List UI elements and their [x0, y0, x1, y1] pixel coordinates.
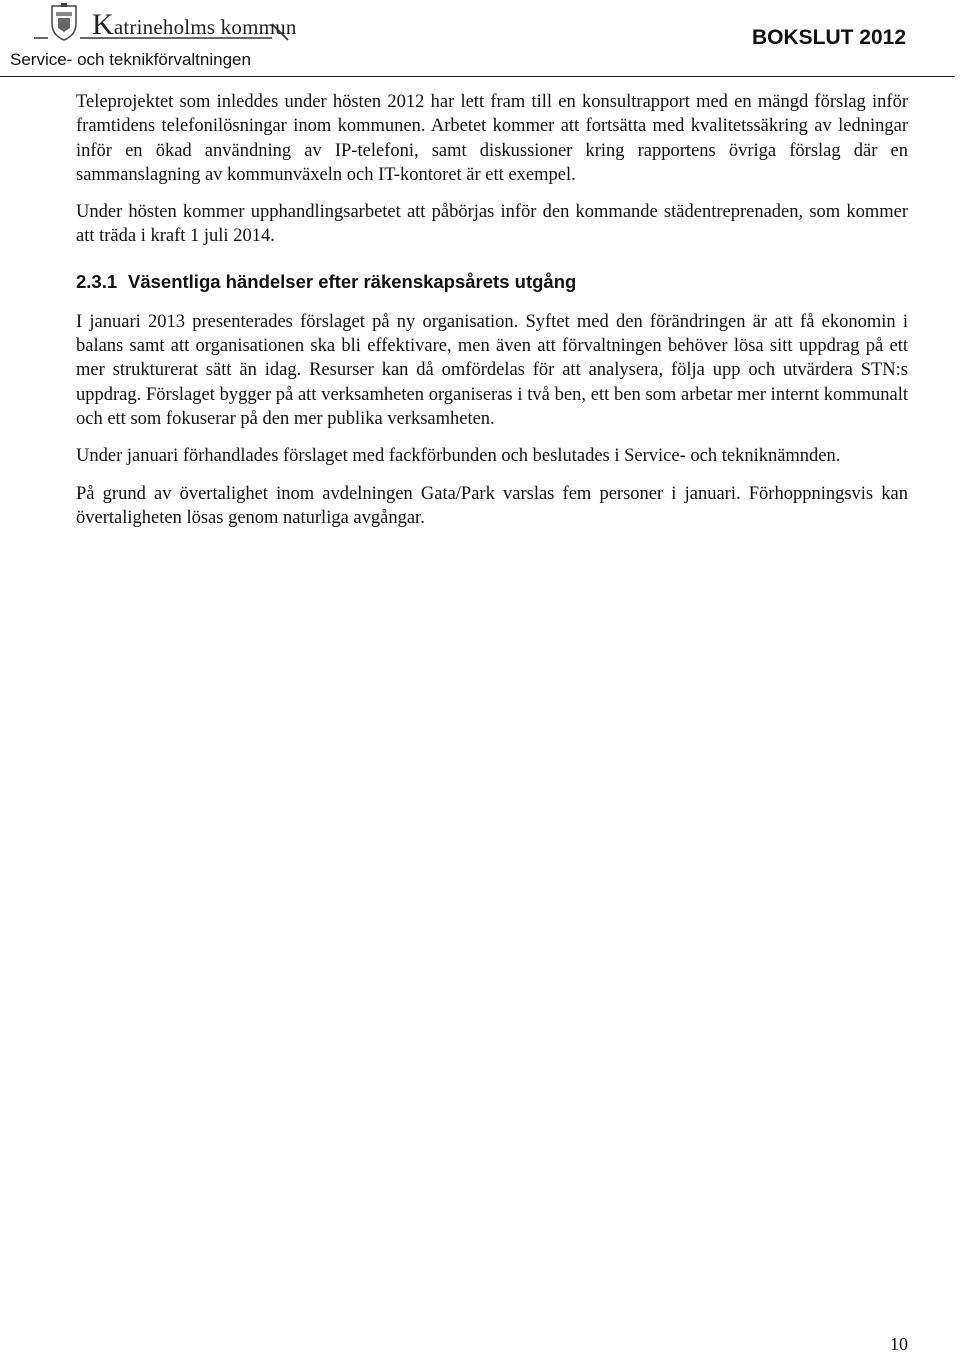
section-title: Väsentliga händelser efter räkenskapsårets utgång — [128, 270, 577, 292]
paragraph-teleproject: Teleprojektet som inleddes under hösten 2012 har lett fram till en konsultrapport med en mängd förslag inför framtidens telefonilösningar inom kommunen. Arbetet kommer att fortsätta med kvalitetssäkring av ledningar inför en ökad användning av IP-telefoni, samt diskussioner kring rapportens övriga förslag där en sammanslagning av kommunväxeln och IT-kontoret är ett exempel. — [76, 92, 908, 185]
paragraph-organisation: I januari 2013 presenterades förslaget på ny organisation. Syftet med den förändringen är att få ekonomin i balans samt att organisationen ska bli effektivare, men även att förvaltningen behöver lösa sitt uppdrag på ett mer strukturerat sätt än idag. Resurser kan då omfördelas för att analysera, följa upp och utvärdera STN:s uppdrag. Förslaget bygger på att verksamheten organiseras i två ben, ett ben som arbetar mer internt kommunalt och ett som fokuserar på den mer publika verksamheten. — [76, 311, 908, 429]
page-content — [76, 90, 908, 543]
section-number: 2.3.1 — [76, 270, 118, 292]
logo-wordmark-rest: atrineholms kommun — [113, 15, 297, 39]
report-title: BOKSLUT 2012 — [751, 26, 906, 49]
logo-wordmark — [92, 8, 297, 42]
header-divider — [0, 76, 955, 77]
paragraph-redundancy: På grund av övertalighet inom avdelningen Gata/Park varslas fem personer i januari. Förhoppningsvis kan övertaligheten lösas genom naturliga avgångar. — [76, 483, 908, 528]
department-name: Service- och teknikförvaltningen — [10, 50, 251, 69]
paragraph-procurement: Under hösten kommer upphandlingsarbetet att påbörjas inför den kommande städentreprenaden, som kommer att träda i kraft 1 juli 2014. — [76, 202, 908, 247]
logo-wordmark-initial: K — [92, 8, 114, 41]
paragraph-negotiation: Under januari förhandlades förslaget med fackförbunden och beslutades i Service- och tekniknämnden. — [76, 446, 841, 467]
municipality-logo — [34, 2, 304, 42]
section-heading — [76, 271, 908, 293]
page-number: 10 — [890, 1334, 908, 1354]
page-header — [0, 0, 960, 80]
